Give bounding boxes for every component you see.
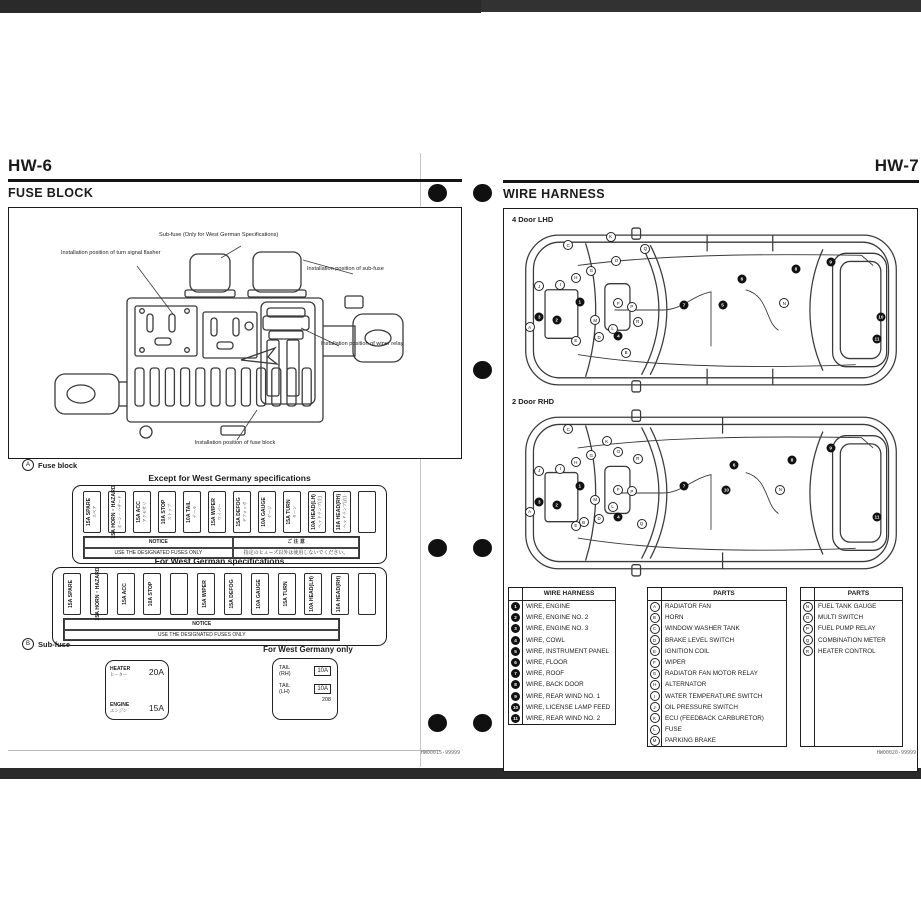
fuse-block-drawing	[9, 208, 461, 458]
callout-H: H	[571, 457, 581, 467]
callout-A: A	[525, 322, 535, 332]
callout-11: 11	[872, 334, 881, 343]
fuse-slot: 15A DEFOG	[224, 573, 242, 615]
wire-harness-table	[508, 587, 616, 725]
section-title-wire-harness: WIRE HARNESS	[503, 187, 606, 201]
tail-box-code: 208	[321, 697, 331, 704]
fuse-slot: 15A ACC アクセサリ	[133, 491, 151, 533]
callout-3: 3	[535, 497, 544, 506]
callout-K: K	[606, 232, 616, 242]
label-sub-fuse-top: Sub-fuse (Only for West German Specifications)	[159, 232, 279, 238]
callout-D: D	[594, 514, 604, 524]
table-row: M PARKING BRAKE	[648, 735, 786, 746]
callout-L: L	[608, 502, 618, 512]
callout-C: C	[563, 240, 573, 250]
callout-11: 11	[872, 513, 881, 522]
table-row: 8 WIRE, BACK DOOR	[509, 679, 615, 690]
fuse-slot	[358, 491, 376, 533]
table-row: H ALTERNATOR	[648, 679, 786, 690]
table-row: 3 WIRE, ENGINE NO. 3	[509, 623, 615, 634]
table-row: 4 WIRE, COWL	[509, 635, 615, 646]
callout-A: A	[525, 507, 535, 517]
callout-2: 2	[552, 316, 561, 325]
table-header: PARTS	[648, 588, 786, 601]
callout-F: F	[613, 298, 623, 308]
fuse-slot: 15A WIPER ワイパー	[208, 491, 226, 533]
table-row: 5 WIRE, INSTRUMENT PANEL	[509, 646, 615, 657]
callout-4: 4	[614, 331, 623, 340]
fuse-slot: 15A DEFOG デフォッガ	[233, 491, 251, 533]
table-row: J OIL PRESSURE SWITCH	[648, 702, 786, 713]
callout-Q: Q	[637, 519, 647, 529]
engine-label-jp: エンジン	[110, 708, 128, 713]
section-title-fuse-block: FUSE BLOCK	[8, 186, 94, 200]
callout-I: I	[555, 280, 565, 290]
callout-D: D	[594, 332, 604, 342]
scan-bar-top-right	[481, 0, 921, 12]
callout-J: J	[534, 281, 544, 291]
table-row: A RADIATOR FAN	[648, 601, 786, 612]
callout-O: O	[611, 256, 621, 266]
page-number-left: HW-6	[8, 156, 53, 175]
heater-amp: 20A	[148, 667, 164, 677]
car-diagram-2door-rhd	[518, 407, 904, 579]
sub-fuse-label: Sub-fuse	[38, 639, 71, 649]
table-row: 7 WIRE, ROOF	[509, 668, 615, 679]
callout-1: 1	[575, 482, 584, 491]
callout-1: 1	[575, 297, 584, 306]
tail-lh-amp: 10A	[314, 684, 331, 694]
punch-hole	[473, 361, 492, 379]
table-row: E IGNITION COIL	[648, 646, 786, 657]
callout-8: 8	[788, 456, 797, 465]
notice-box: NOTICE ご 注 意 USE THE DESIGNATED FUSES ONLY 指定のヒューズ以外は使用しないでください。	[83, 536, 360, 559]
punch-hole	[473, 714, 492, 732]
callout-K: K	[602, 436, 612, 446]
callout-8: 8	[791, 265, 800, 274]
fuse-slot: 15A HORN・HAZARD ホーン・ハザード	[108, 491, 126, 533]
fuse-slot: 15A HORN・HAZARD	[90, 573, 108, 615]
table-row: K ECU (FEEDBACK CARBURETOR)	[648, 713, 786, 724]
tail-rh-label: TAIL (RH)	[279, 665, 291, 678]
west-germany-only-title: For West Germany only	[263, 645, 353, 654]
fuse-slot: 10A HEAD(RH)	[331, 573, 349, 615]
table-header: WIRE HARNESS	[509, 588, 615, 601]
sub-fuse-marker	[22, 638, 70, 650]
callout-N: N	[775, 485, 785, 495]
table-row: B HORN	[648, 612, 786, 623]
table-row: R HEATER CONTROL	[801, 646, 902, 657]
diagram-label-4door-lhd: 4 Door LHD	[512, 215, 554, 224]
engine-label: ENGINE	[110, 702, 130, 708]
table-row: O MULTI SWITCH	[801, 612, 902, 623]
diagram-label-2door-rhd: 2 Door RHD	[512, 397, 555, 406]
label-turn-signal-flasher: Installation position of turn signal flasher	[61, 250, 161, 256]
fuse-table-title-except: Except for West Germany specifications	[148, 473, 311, 483]
parts-table-1	[647, 587, 787, 747]
fuse-slot: 10A HEAD(LH) ヘッドランプ(左)	[308, 491, 326, 533]
figure-code-right: HW00020-99999	[876, 750, 916, 756]
table-header: PARTS	[801, 588, 902, 601]
callout-Q: Q	[640, 244, 650, 254]
engine-amp: 15A	[148, 703, 164, 713]
punch-hole	[473, 184, 492, 202]
car-diagram-4door-lhd	[518, 225, 904, 395]
punch-hole	[428, 539, 447, 557]
callout-B: B	[621, 348, 631, 358]
callout-M: M	[590, 315, 600, 325]
table-row: 2 WIRE, ENGINE NO. 2	[509, 612, 615, 623]
punch-hole	[473, 539, 492, 557]
callout-P: P	[627, 302, 637, 312]
table-row: C WINDOW WASHER TANK	[648, 623, 786, 634]
table-row: 10 WIRE, LICENSE LAMP FEED	[509, 702, 615, 713]
callout-B: B	[579, 517, 589, 527]
tail-lh-label: TAIL (LH)	[279, 682, 291, 695]
heading-rule-right	[503, 180, 919, 183]
fuse-slot	[170, 573, 188, 615]
table-row: Q COMBINATION METER	[801, 635, 902, 646]
table-row: F WIPER	[648, 657, 786, 668]
punch-hole	[428, 714, 447, 732]
fuse-block-label: Fuse block	[38, 460, 78, 470]
callout-C: C	[563, 424, 573, 434]
fuse-table-west-german	[52, 567, 387, 646]
sub-fuse-tail-box	[272, 658, 338, 720]
callout-7: 7	[679, 300, 688, 309]
tail-rh-row	[279, 665, 331, 678]
table-row: 1 WIRE, ENGINE	[509, 601, 615, 612]
callout-M: M	[590, 495, 600, 505]
tail-lh-row	[279, 683, 331, 696]
fuse-slot: 10A HEAD(LH)	[304, 573, 322, 615]
fuse-slot: 10A STOP ストップ	[158, 491, 176, 533]
callout-4: 4	[614, 513, 623, 522]
fuse-block-marker	[22, 459, 77, 471]
callout-H: H	[571, 273, 581, 283]
fuse-slot	[358, 573, 376, 615]
callout-J: J	[534, 466, 544, 476]
heading-rule-left	[8, 179, 462, 182]
figure-code-left: HW00015-99999	[420, 750, 460, 756]
sub-fuse-row-heater	[110, 666, 164, 678]
fuse-table-title-west-german: For West German specifications	[154, 556, 285, 566]
fuse-block-figure	[8, 207, 462, 459]
callout-L: L	[608, 324, 618, 334]
circled-a-marker: A	[22, 459, 34, 471]
table-row: 6 WIRE, FLOOR	[509, 657, 615, 668]
notice-box: NOTICE USE THE DESIGNATED FUSES ONLY	[63, 618, 340, 641]
callout-2: 2	[552, 501, 561, 510]
fuse-slot: 15A ACC	[117, 573, 135, 615]
scan-bar-top-left	[0, 0, 481, 13]
circled-b-marker: B	[22, 638, 34, 650]
table-row: 9 WIRE, REAR WIND NO. 1	[509, 691, 615, 702]
label-fuse-block-position: Installation position of fuse block	[194, 440, 276, 446]
callout-6: 6	[737, 275, 746, 284]
fuse-slot: 10A GAUGE	[251, 573, 269, 615]
callout-G: G	[586, 450, 596, 460]
fuse-slot: 10A GAUGE ゲージ	[258, 491, 276, 533]
fuse-table-except-west-germany	[72, 485, 387, 564]
label-sub-fuse-position: Installation position of sub-fuse	[307, 266, 384, 272]
fuse-slot: 15A TURN ターン	[283, 491, 301, 533]
parts-table-2	[800, 587, 903, 747]
callout-10: 10	[878, 314, 884, 320]
callout-R: R	[633, 454, 643, 464]
callout-9: 9	[826, 444, 835, 453]
table-row: L FUSE	[648, 724, 786, 735]
callout-P: P	[627, 486, 637, 496]
table-row: 11 WIRE, REAR WIND NO. 2	[509, 713, 615, 724]
callout-F: F	[613, 485, 623, 495]
page-number-right: HW-7	[874, 156, 919, 175]
table-row: G RADIATOR FAN MOTOR RELAY	[648, 668, 786, 679]
callout-R: R	[633, 317, 643, 327]
callout-I: I	[555, 464, 565, 474]
heater-label: HEATER	[110, 666, 131, 672]
fuse-slot: 10A TAIL テール	[183, 491, 201, 533]
tail-rh-amp: 10A	[314, 666, 331, 676]
sub-fuse-row-engine	[110, 702, 164, 714]
fuse-slot: 15A TURN	[278, 573, 296, 615]
callout-5: 5	[718, 300, 727, 309]
heater-label-jp: ヒーター	[110, 672, 128, 677]
fuse-slot: 10A STOP	[143, 573, 161, 615]
callout-9: 9	[826, 258, 835, 267]
callout-7: 7	[679, 482, 688, 491]
table-row: D BRAKE LEVEL SWITCH	[648, 635, 786, 646]
fuse-slot: 15A SPARE スペア	[83, 491, 101, 533]
callout-N: N	[779, 298, 789, 308]
callout-G: G	[586, 266, 596, 276]
callout-3: 3	[535, 312, 544, 321]
fuse-slot: 15A WIPER	[197, 573, 215, 615]
label-wiper-relay: Installation position of wiper relay	[321, 341, 404, 347]
wire-harness-figure	[503, 208, 918, 772]
callout-E: E	[571, 336, 581, 346]
punch-hole	[428, 184, 447, 202]
callout-O: O	[613, 447, 623, 457]
callout-6: 6	[730, 461, 739, 470]
table-row: N FUEL TANK GAUGE	[801, 601, 902, 612]
fuse-slot: 10A HEAD(RH) ヘッドランプ(右)	[333, 491, 351, 533]
callout-10: 10	[723, 487, 729, 493]
table-row: I WATER TEMPERATURE SWITCH	[648, 691, 786, 702]
sub-fuse-main-box	[105, 660, 169, 720]
callout-E: E	[571, 521, 581, 531]
table-row: P FUEL PUMP RELAY	[801, 623, 902, 634]
fuse-slot: 15A SPARE	[63, 573, 81, 615]
